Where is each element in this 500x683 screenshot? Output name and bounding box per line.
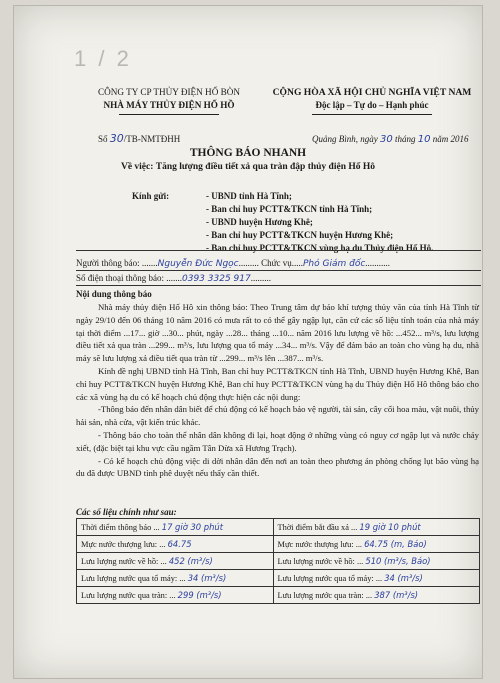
content-bullet-2: - Thông báo cho toàn thể nhân dân không đi lại, hoạt động ở những vùng có nguy cơ ngập lụt và nước chảy xiết, (đặc biệt tại khu vực cầu ngầm Tân Dừa xã Hương Trạch). — [76, 429, 479, 453]
table-cell: Lưu lượng nước qua tràn: ... 299 (m³/s) — [77, 587, 274, 604]
national-header — [264, 86, 480, 115]
table-cell: Thời điểm thông báo ... 17 giờ 30 phút — [77, 519, 274, 536]
notifier-line: Người thông báo: .......Nguyễn Đức Ngọc......... Chức vụ.....Phó Giám đốc........... — [76, 258, 391, 269]
content-bullet-3: - Có kế hoạch chủ động việc di dời nhân dân đến nơi an toàn theo phương án phòng chống lụt bão vùng hạ du đã được UBND tỉnh phê duyệt nếu thấy cần thiết. — [76, 455, 479, 479]
table-row — [77, 570, 480, 587]
doc-number: Số 30/TB-NMTĐHH — [98, 132, 181, 145]
table-cell: Mực nước thượng lưu: ... 64.75 — [77, 536, 274, 553]
recipient-item: - Ban chỉ huy PCTT&TKCN tỉnh Hà Tĩnh; — [206, 204, 373, 214]
doc-date: Quảng Bình, ngày 30 tháng 10 năm 2016 — [312, 134, 469, 145]
hydro-stats-table — [76, 518, 480, 604]
document-subject: Về việc: Tăng lượng điều tiết xả qua tràn đập thủy điện Hố Hô — [120, 162, 376, 172]
motto: Độc lập – Tự do – Hạnh phúc — [315, 100, 429, 110]
table-row — [77, 519, 480, 536]
divider — [76, 285, 481, 286]
recipients-label: Kính gửi: — [132, 191, 170, 201]
motto-underline — [312, 114, 432, 115]
content-body — [76, 301, 479, 480]
table-cell: Lưu lượng nước qua tràn: ... 387 (m³/s) — [273, 587, 479, 604]
phone-line: Số điện thoại thông báo: .......0393 3325 917......... — [76, 273, 271, 284]
table-row — [77, 536, 480, 553]
table-row — [77, 587, 480, 604]
company-name: CÔNG TY CP THỦY ĐIỆN HỐ BÒN — [97, 87, 241, 97]
issuer-header — [94, 86, 244, 115]
recipient-item: - UBND tỉnh Hà Tĩnh; — [206, 191, 292, 201]
content-paragraph-2: Kính đề nghị UBND tỉnh Hà Tĩnh, Ban chỉ huy PCTT&TKCN tỉnh Hà Tĩnh, UBND huyện Hương Khê, Ban chỉ huy PCTT&TKCN huyện Hương Khê, Ban chỉ huy PCTT&TKCN vùng hạ du Thủy điện Hố Hô thông báo cho các xã vùng hạ du có kế hoạch chủ động thực hiện các nội dung: — [76, 365, 479, 402]
table-cell: Lưu lượng nước qua tổ máy: ... 34 (m³/s) — [273, 570, 479, 587]
table-cell: Lưu lượng nước về hồ: ... 510 (m³/s, Báo) — [273, 553, 479, 570]
stats-heading: Các số liệu chính như sau: — [76, 507, 177, 517]
document-page — [14, 6, 482, 678]
recipient-item: - UBND huyện Hương Khê; — [206, 217, 313, 227]
table-cell: Mực nước thượng lưu: ... 64.75 (m, Báo) — [273, 536, 479, 553]
divider — [76, 270, 481, 271]
table-cell: Lưu lượng nước qua tổ máy: ... 34 (m³/s) — [77, 570, 274, 587]
divider — [76, 250, 481, 251]
plant-name: NHÀ MÁY THỦY ĐIỆN HỐ HỒ — [103, 100, 235, 110]
country-name: CỘNG HÒA XÃ HỘI CHỦ NGHĨA VIỆT NAM — [272, 87, 472, 98]
table-cell: Thời điểm bắt đầu xả ... 19 giờ 10 phút — [273, 519, 479, 536]
table-cell: Lưu lượng nước về hồ: ... 452 (m³/s) — [77, 553, 274, 570]
content-heading: Nội dung thông báo — [76, 289, 152, 299]
table-row — [77, 553, 480, 570]
document-title: THÔNG BÁO NHANH — [189, 147, 307, 159]
recipient-item: - Ban chỉ huy PCTT&TKCN vùng hạ du Thủy điện Hố Hô. — [206, 243, 434, 253]
header-underline — [119, 114, 219, 115]
content-bullet-1: -Thông báo đến nhân dân biết để chủ động có kế hoạch bảo vệ người, tài sản, cây cối hoa màu, vật nuôi, thủy hải sản, nhà cửa, vật kiến trúc khác. — [76, 404, 479, 428]
content-paragraph-1: Nhà máy thủy điện Hố Hô xin thông báo: Theo Trung tâm dự báo khí tượng thủy văn của tỉnh Hà Tĩnh từ ngày 29/10 đến 06 tháng 10 năm 2016 có mưa rất to có thể gây ngập lụt, căn cứ các số liệu tính toán của nhà máy tại thời điểm ...17... giờ ...30... phút, ngày ...28... tháng ...10... năm 2016 lưu lượng về hồ: ...452... m³/s, lưu lượng điều tiết xả qua tràn ...299... m³/s, lưu lượng qua tổ máy ...34... m³/s. Vậy để đảm bảo an toàn cho vùng hạ du, nhà máy sẽ lưu lượng xả điều tiết qua tràn từ ...299... m³/s lên ...387... m³/s. — [76, 302, 479, 364]
recipients-list — [206, 190, 433, 255]
page-number: 1 / 2 — [74, 46, 132, 71]
recipient-item: - Ban chỉ huy PCTT&TKCN huyện Hương Khê; — [206, 230, 394, 240]
